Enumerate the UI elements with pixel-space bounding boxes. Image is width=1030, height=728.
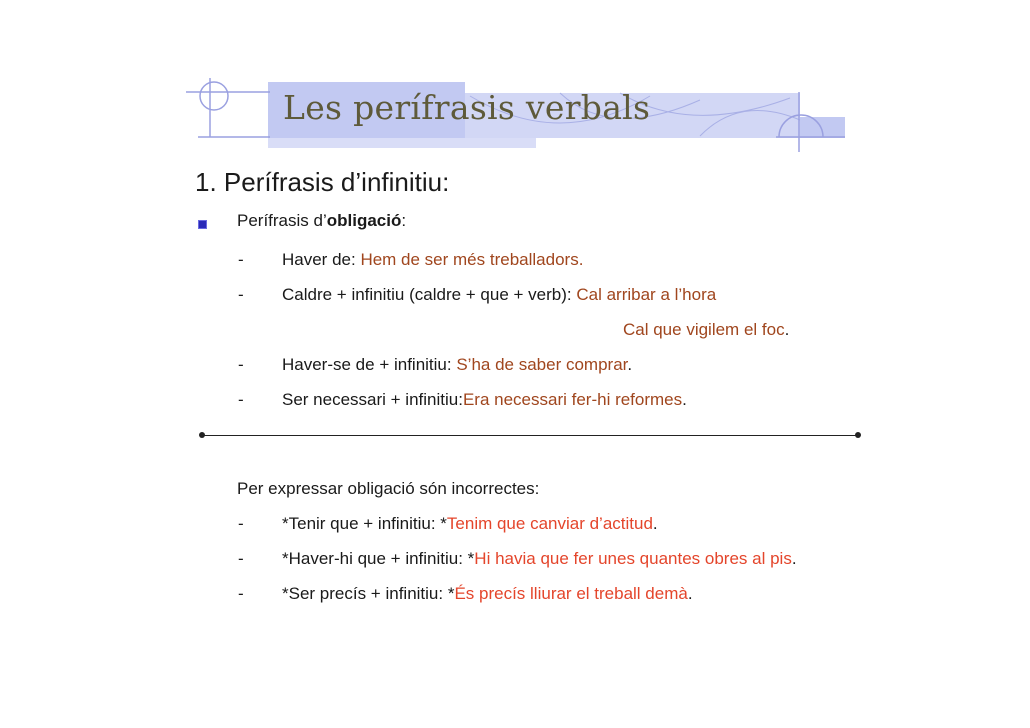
example-text: Tenim que canviar d’actitud <box>446 514 653 533</box>
list-item: Caldre + infinitiu (caldre + que + verb): Cal arribar a l’hora <box>282 285 717 304</box>
example-text: Cal arribar a l’hora <box>576 285 717 304</box>
list-dash: - <box>238 549 244 568</box>
list-item: Haver de: Hem de ser més treballadors. <box>282 250 584 269</box>
list-dash: - <box>238 390 244 409</box>
list-item-continuation: Cal que vigilem el foc. <box>623 320 790 339</box>
incorrect-heading: Per expressar obligació són incorrectes: <box>237 479 540 498</box>
list-item: Ser necessari + infinitiu:Era necessari fer-hi reformes. <box>282 390 687 409</box>
example-text: S’ha de saber comprar <box>456 355 628 374</box>
list-dash: - <box>238 584 244 603</box>
obligation-keyword: obligació <box>326 211 402 230</box>
title-band-low <box>268 138 536 148</box>
left-circle <box>200 82 228 110</box>
list-dash: - <box>238 285 244 304</box>
square-bullet-icon <box>198 220 207 229</box>
example-text: És precís lliurar el treball demà <box>454 584 688 603</box>
obligation-intro: Perífrasis d’obligació: <box>237 211 407 230</box>
example-text: Hem de ser més treballadors. <box>360 250 584 269</box>
section-heading: 1. Perífrasis d’infinitiu: <box>195 167 450 197</box>
list-item: Haver-se de + infinitiu: S’ha de saber comprar. <box>282 355 633 374</box>
example-text: Era necessari fer-hi reformes <box>462 390 683 409</box>
list-dash: - <box>238 250 244 269</box>
example-text: Cal que vigilem el foc <box>623 320 785 339</box>
divider-line <box>202 435 857 436</box>
slide-title: Les perífrasis verbals <box>283 88 651 127</box>
list-dash: - <box>238 355 244 374</box>
divider-endpoint <box>855 432 861 438</box>
list-item: *Tenir que + infinitiu: *Tenim que canviar d’actitud. <box>282 514 658 533</box>
list-item: *Haver-hi que + infinitiu: *Hi havia que fer unes quantes obres al pis. <box>282 549 797 568</box>
example-text: Hi havia que fer unes quantes obres al pis <box>474 549 792 568</box>
list-dash: - <box>238 514 244 533</box>
list-item: *Ser precís + infinitiu: *És precís lliurar el treball demà. <box>282 584 693 603</box>
